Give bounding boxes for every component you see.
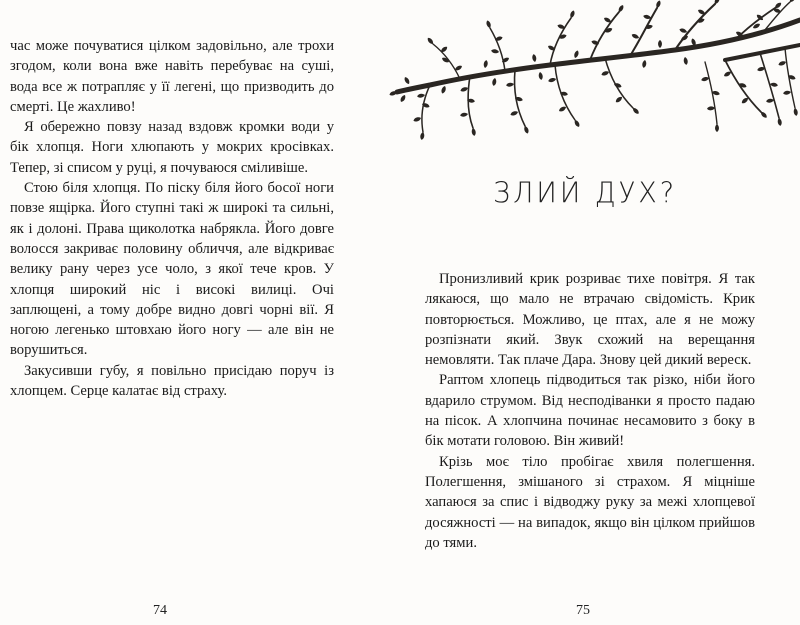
paragraph: Закусивши губу, я повільно присідаю поруч із хлопцем. Серце калатає від страху. <box>10 362 334 400</box>
tree-branches-illustration <box>375 0 800 165</box>
paragraph: Пронизливий крик розриває тихе повітря. Я так лякаюся, що мало не втрачаю свідомість. Крик повторюється. Можливо, це птах, але я не можу розпізнати який. Звук схожий на верещання немовляти. Так плаче Дара. Знову цей дикий вереск. <box>425 271 755 369</box>
page-number-left: 74 <box>153 603 167 618</box>
right-page-text <box>425 269 755 553</box>
paragraph: Я обережно повзу назад вздовж кромки води у бік хлопця. Ноги хлюпають у мокрих кросівках. Тепер, зі списом у руці, я почуваюся сміливіше. <box>10 119 334 176</box>
paragraph: Раптом хлопець підводиться так різко, ніби його вдарило струмом. Від несподіванки я просто падаю на пісок. А хлопчина починає несамовито з боку в бік мотати головою. Він живий! <box>425 372 755 450</box>
chapter-title: ЗЛИЙ ДУХ? <box>492 177 678 210</box>
left-page-text <box>10 36 334 401</box>
right-page <box>400 0 800 625</box>
paragraph: Стою біля хлопця. По піску біля його босої ноги повзе ящірка. Його ступні такі ж широкі та сильні, як і долоні. Права щиколотка набрякла. Його довге волосся закриває половину обличчя, але відкриває велику рану через усе чоло, з якої тече кров. У хлопця широкий ніс і високі вилиці. Очі заплющені, а тому добре видно довгі чорні вії. Я ногою легенько штовхаю його ногу — але він не ворушиться. <box>10 180 334 359</box>
paragraph: Крізь моє тіло пробігає хвиля полегшення. Полегшення, змішаного зі страхом. Я міцніше хапаюся за спис і відводжу руку за межі хлопцевої досяжності — на випадок, якщо він цілком прийшов до тями. <box>425 453 755 551</box>
page-number-right: 75 <box>576 603 590 618</box>
paragraph: час може почуватися цілком задовільно, але трохи згодом, коли вона вже навіть перебуває на суші, вода все ж потрапляє у її легені, що призводить до смерті. Це жахливо! <box>10 38 334 115</box>
